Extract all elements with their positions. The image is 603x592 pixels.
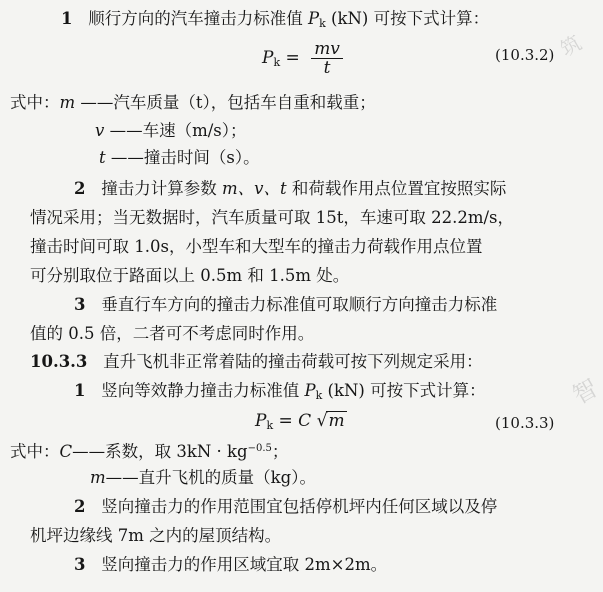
where-line-mass [90, 467, 316, 489]
clause-text: 和荷载作用点位置宜按照实际 [291, 179, 507, 198]
where-symbol: C [59, 442, 73, 461]
equation-number: (10.3.2) [495, 46, 555, 64]
where-text: ——车速（m/s）； [109, 121, 247, 140]
clause-number: 3 [74, 555, 86, 574]
where-symbol: t [99, 148, 106, 167]
subclause-1-line [74, 380, 486, 407]
equation-10-3-2 [262, 40, 343, 77]
section-heading [30, 351, 483, 373]
clause-1-line [61, 8, 489, 35]
sqrt-sign: √ [316, 411, 328, 431]
subscript: k [319, 17, 326, 30]
eq-lhs: P [255, 411, 267, 431]
watermark-char: 筑 [556, 30, 586, 62]
fraction-denominator: t [323, 58, 331, 78]
subclause-2-line-1 [74, 496, 497, 518]
where-lead: 式中： [10, 442, 60, 461]
section-text: 直升飞机非正常着陆的撞击荷载可按下列规定采用： [103, 352, 483, 371]
where-symbol: v [95, 121, 105, 140]
clause-number: 2 [74, 179, 86, 198]
where-line-v [95, 120, 247, 142]
clause-text: 竖向等效静力撞击力标准值 [101, 381, 300, 400]
symbols: m、v、t [221, 179, 287, 198]
clause-tail: (kN) 可按下式计算： [331, 9, 490, 28]
where-symbol: m [59, 93, 76, 112]
clause-number: 1 [61, 9, 73, 28]
equation-10-3-3 [255, 410, 347, 437]
eq-equals: = [280, 48, 306, 68]
where-end: ； [271, 442, 289, 461]
section-number: 10.3.3 [30, 352, 88, 371]
symbol: P [304, 381, 316, 400]
fraction [311, 40, 343, 77]
where-text: ——直升飞机的质量（kg）。 [105, 468, 316, 487]
subscript: k [315, 389, 323, 402]
clause-text: 垂直行车方向的撞击力标准值可取顺行方向撞击力标准 [101, 295, 498, 314]
where-lead: 式中： [10, 93, 60, 112]
subclause-2-line-2: 机坪边缘线 7m 之内的屋顶结构。 [30, 526, 282, 545]
fraction-numerator: mv [311, 40, 343, 59]
clause-2-line-3: 撞击时间可取 1.0s，小型车和大型车的撞击力荷载作用点位置 [30, 237, 483, 256]
where-text: ——汽车质量（t），包括车自重和载重； [80, 93, 376, 112]
where-symbol: m [90, 468, 106, 487]
clause-number: 3 [74, 295, 86, 314]
eq-lhs-sub: k [273, 56, 281, 69]
clause-number: 2 [74, 497, 86, 516]
where-text: ——系数，取 3kN · kg [72, 442, 248, 461]
where-line-t [99, 147, 260, 169]
clause-tail: (kN) 可按下式计算： [327, 381, 486, 400]
symbol: P [307, 9, 320, 28]
subclause-3-line [74, 554, 387, 576]
clause-text: 顺行方向的汽车撞击力标准值 [88, 9, 303, 28]
clause-2-line-2: 情况采用；当无数据时，汽车质量可取 15t，车速可取 22.2m/s， [30, 208, 515, 227]
sqrt-radicand: m [328, 411, 345, 431]
equation-number: (10.3.3) [495, 414, 555, 432]
clause-number: 1 [74, 381, 86, 400]
eq-mid: = C [273, 411, 317, 431]
eq-lhs-sub: k [266, 419, 274, 432]
eq-lhs: P [262, 48, 274, 68]
clause-text: 竖向撞击力的作用范围宜包括停机坪内任何区域以及停 [101, 497, 498, 516]
clause-text: 竖向撞击力的作用区域宜取 2m×2m。 [101, 555, 388, 574]
where-text: ——撞击时间（s）。 [110, 148, 260, 167]
clause-2-line-1 [74, 178, 506, 200]
watermark-char: 智 [567, 373, 603, 410]
clause-2-line-4: 可分别取位于路面以上 0.5m 和 1.5m 处。 [30, 266, 350, 285]
where-line-c [10, 438, 288, 463]
clause-3-line-2: 值的 0.5 倍，二者可不考虑同时作用。 [30, 324, 315, 343]
superscript: −0.5 [247, 443, 272, 454]
clause-3-line-1 [74, 294, 497, 316]
where-line-m [10, 92, 376, 114]
clause-text: 撞击力计算参数 [101, 179, 217, 198]
